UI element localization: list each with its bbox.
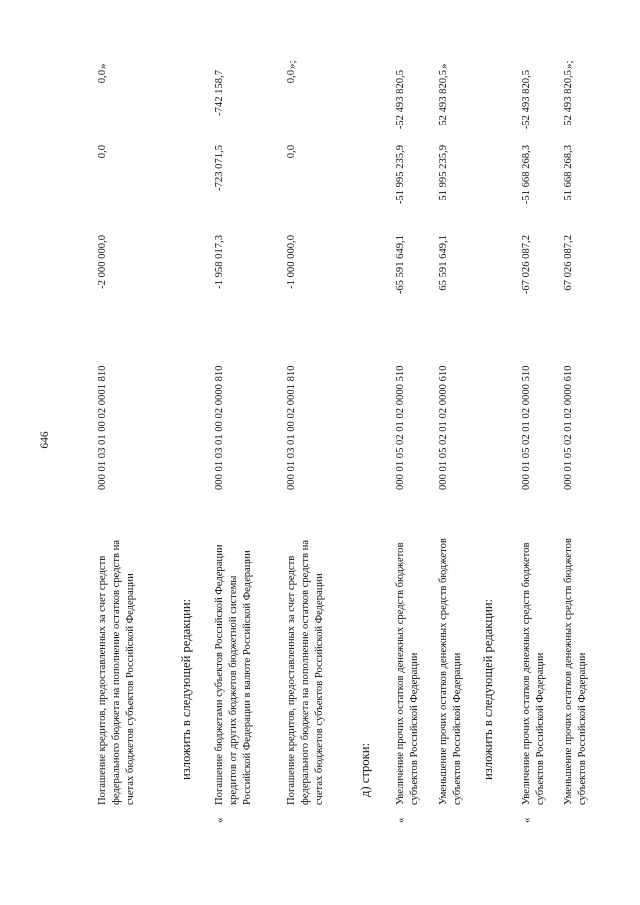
row-0-code: 000 01 03 01 00 02 0001 810 xyxy=(97,365,108,490)
heading-lines-d: д) строки: xyxy=(358,743,372,797)
row-2-name: Погашение кредитов, предоставленных за счет средств федерального бюджета на пополнение остатков средств на счетах бюджетов субъектов Российской Федерации xyxy=(286,540,325,805)
row-2-value-3: 0,0 xyxy=(286,70,297,84)
row-6-value-2: 51 668 268,3 xyxy=(563,145,574,201)
row-3-open-quote: « xyxy=(395,817,407,823)
row-6-value-1: 67 026 087,2 xyxy=(563,235,574,291)
row-4-close-quote: » xyxy=(438,63,450,69)
row-3-value-3: -52 493 820,5 xyxy=(395,70,406,130)
row-2-close-quote: »; xyxy=(286,60,298,69)
row-0-value-3: 0,0 xyxy=(97,70,108,84)
row-3-code: 000 01 05 02 01 02 0000 510 xyxy=(395,365,406,490)
row-3-value-2: -51 995 235,9 xyxy=(395,145,406,205)
row-1-value-3: -742 158,7 xyxy=(214,70,225,116)
row-3-name: Увеличение прочих остатков денежных средств бюджетов субъектов Российской Федерации xyxy=(395,542,420,805)
row-5-value-2: -51 668 268,3 xyxy=(521,145,532,205)
row-5-name: Увеличение прочих остатков денежных средств бюджетов субъектов Российской Федерации xyxy=(521,542,546,805)
heading-edit-1: изложить в следующей редакции: xyxy=(179,598,193,780)
row-5-code: 000 01 05 02 01 02 0000 510 xyxy=(521,365,532,490)
row-1-name: Погашение бюджетами субъектов Российской Федерации кредитов от других бюджетов бюджетной системы Российской Федерации в валюте Российской Федерации xyxy=(214,544,253,805)
row-6-name: Уменьшение прочих остатков денежных средств бюджетов субъектов Российской Федерации xyxy=(563,538,588,805)
row-0-close-quote: » xyxy=(97,63,109,69)
row-1-code: 000 01 03 01 00 02 0000 810 xyxy=(214,365,225,490)
row-6-value-3: 52 493 820,5 xyxy=(563,70,574,126)
row-4-value-3: 52 493 820,5 xyxy=(438,70,449,126)
row-2-value-1: -1 000 000,0 xyxy=(286,235,297,289)
row-1-value-2: -723 071,5 xyxy=(214,145,225,191)
row-4-name: Уменьшение прочих остатков денежных средств бюджетов субъектов Российской Федерации xyxy=(438,538,463,805)
row-5-value-1: -67 026 087,2 xyxy=(521,235,532,295)
row-6-code: 000 01 05 02 01 02 0000 610 xyxy=(563,365,574,490)
row-0-value-2: 0,0 xyxy=(97,145,108,159)
row-5-open-quote: « xyxy=(521,817,533,823)
row-0-name: Погашение кредитов, предоставленных за счет средств федерального бюджета на пополнение остатков средств на счетах бюджетов субъектов Российской Федерации xyxy=(97,540,136,805)
row-3-value-1: -65 591 649,1 xyxy=(395,235,406,295)
row-1-value-1: -1 958 017,3 xyxy=(214,235,225,289)
row-2-code: 000 01 03 01 00 02 0001 810 xyxy=(286,365,297,490)
heading-edit-2: изложить в следующей редакции: xyxy=(481,598,495,780)
page-number: 646 xyxy=(39,431,51,449)
row-4-value-1: 65 591 649,1 xyxy=(438,235,449,291)
row-0-value-1: -2 000 000,0 xyxy=(97,235,108,289)
row-4-value-2: 51 995 235,9 xyxy=(438,145,449,201)
row-4-code: 000 01 05 02 01 02 0000 610 xyxy=(438,365,449,490)
row-2-value-2: 0,0 xyxy=(286,145,297,159)
row-1-open-quote: « xyxy=(214,817,226,823)
row-5-value-3: -52 493 820,5 xyxy=(521,70,532,130)
row-6-close-quote: »; xyxy=(563,60,575,69)
